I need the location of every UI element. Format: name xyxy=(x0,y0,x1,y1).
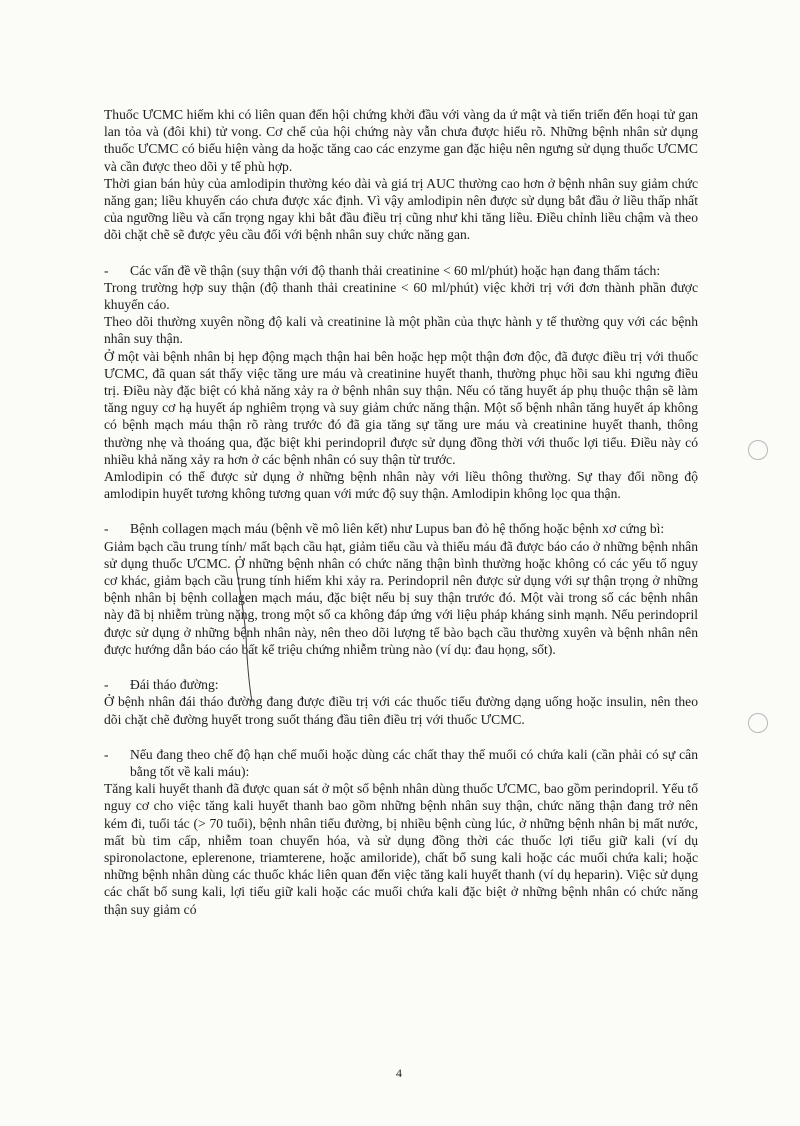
bullet-dash: - xyxy=(104,746,109,762)
bullet-diabetes-text: Đái tháo đường: xyxy=(130,677,219,693)
bullet-collagen-text: Bệnh collagen mạch máu (bệnh về mô liên kết) như Lupus ban đỏ hệ thống hoặc bệnh xơ cứng bì: xyxy=(130,521,665,537)
bullet-dash: - xyxy=(104,677,109,693)
punch-hole xyxy=(748,713,768,733)
bullet-potassium xyxy=(104,746,698,780)
paragraph-renal-initiation: Trong trường hợp suy thận (độ thanh thải creatinine < 60 ml/phút) việc khởi trị với đơn thành phần được khuyến cáo. xyxy=(104,279,698,313)
punch-hole xyxy=(748,440,768,460)
bullet-diabetes xyxy=(104,676,698,693)
paragraph-hyperkalemia: Tăng kali huyết thanh đã được quan sát ở một số bệnh nhân dùng thuốc ƯCMC, bao gồm perindopril. Yếu tố nguy cơ cho việc tăng kali huyết thanh bao gồm những bệnh nhân suy thận, chức năng thận đang trở nên kém đi, tuổi tác (> 70 tuổi), bệnh nhân tiểu đường, bị nhiều bệnh cùng lúc, ở những bệnh nhân bị mất nước, mất bù tim cấp, nhiễm toan chuyển hóa, và sử dụng đồng thời các thuốc lợi tiểu giữ kali (ví dụ spironolactone, eplerenone, triamterene, hoặc amiloride), chất bổ sung kali hoặc các muối chứa kali; hoặc những bệnh nhân dùng các thuốc khác liên quan đến việc tăng kali huyết thanh (ví dụ heparin). Việc sử dụng các chất bổ sung kali, lợi tiểu giữ kali hoặc các muối chứa kali đặc biệt ở những bệnh nhân có chức năng thận suy giảm có xyxy=(104,781,698,917)
bullet-collagen xyxy=(104,520,698,537)
paragraph-neutropenia: Giảm bạch cầu trung tính/ mất bạch cầu hạt, giảm tiểu cầu và thiếu máu đã được báo cáo ở những bệnh nhân sử dụng thuốc ƯCMC. Ở những bệnh nhân có chức năng thận bình thường hoặc không có các yếu tố nguy cơ khác, giảm bạch cầu trung tính hiếm khi xảy ra. Perindopril nên được sử dụng với sự thận trọng ở những bệnh nhân bị bệnh collagen mạch máu, đặc biệt nếu bị suy thận trước đó. Một vài trong số các bệnh nhân này đã bị nhiễm trùng nặng, trong một số ca không đáp ứng với liệu pháp kháng sinh mạnh. Nếu perindopril được sử dụng ở những bệnh nhân này, nên theo dõi lượng tế bào bạch cầu thường xuyên và bệnh nhân nên được hướng dẫn báo cáo bất kể triệu chứng nhiễm trùng nào (ví dụ: đau họng, sốt). xyxy=(104,538,698,657)
bullet-potassium-text: Nếu đang theo chế độ hạn chế muối hoặc dùng các chất thay thế muối có chứa kali (cần phải có sự cân bằng tốt về kali máu): xyxy=(130,746,698,779)
page-number: 4 xyxy=(396,1066,402,1080)
bullet-dash: - xyxy=(104,521,109,537)
paragraph-amlodipin-renal: Amlodipin có thể được sử dụng ở những bệnh nhân này với liều thông thường. Sự thay đổi nồng độ amlodipin huyết tương không tương quan với mức độ suy thận. Amlodipin không lọc qua thận. xyxy=(104,469,698,502)
document-body xyxy=(104,106,698,918)
paragraph-hepatic-syndrome: Thuốc ƯCMC hiếm khi có liên quan đến hội chứng khởi đầu với vàng da ứ mật và tiến triển đến hoại tử gan lan tỏa và (đôi khi) tử vong. Cơ chế của hội chứng này vẫn chưa được hiểu rõ. Những bệnh nhân sử dụng thuốc ƯCMC có biểu hiện vàng da hoặc tăng cao các enzyme gan đặc hiệu nên ngưng sử dụng thuốc ƯCMC và cần được theo dõi y tế phù hợp. xyxy=(104,107,698,174)
bullet-renal-text: Các vấn đề về thận (suy thận với độ thanh thải creatinine < 60 ml/phút) hoặc hạn đang thẩm tách: xyxy=(130,262,661,278)
bullet-renal xyxy=(104,262,698,279)
bullet-dash: - xyxy=(104,262,109,278)
paragraph-diabetes: Ở bệnh nhân đái tháo đường đang được điều trị với các thuốc tiểu đường dạng uống hoặc insulin, nên theo dõi chặt chẽ đường huyết trong suốt tháng đầu tiên điều trị với thuốc ƯCMC. xyxy=(104,694,698,727)
paragraph-renal-stenosis: Ở một vài bệnh nhân bị hẹp động mạch thận hai bên hoặc hẹp một thận đơn độc, đã được điều trị với thuốc ƯCMC, đã quan sát thấy việc tăng ure máu và creatinine huyết thanh, thường phục hồi sau khi ngưng điều trị. Điều này đặc biệt có khả năng xảy ra ở bệnh nhân suy thận. Nếu có tăng huyết áp phụ thuộc thận sẽ làm tăng nguy cơ hạ huyết áp nghiêm trọng và suy giảm chức năng thận. Một số bệnh nhân tăng huyết áp không có bệnh mạch máu thận rõ ràng trước đó đã gia tăng sự tăng ure máu và creatinine huyết thanh, thông thường nhẹ và thoáng qua, đặc biệt khi perindopril được sử dụng đồng thời với thuốc lợi tiểu. Điều này có nhiều khả năng xảy ra hơn ở các bệnh nhân có suy thận từ trước. xyxy=(104,348,698,467)
paragraph-amlodipin-hepatic: Thời gian bán hủy của amlodipin thường kéo dài và giá trị AUC thường cao hơn ở bệnh nhân suy giảm chức năng gan; liều khuyến cáo chưa được xác định. Vì vậy amlodipin nên được sử dụng bắt đầu ở liều thấp nhất của ngưỡng liều và cẩn trọng ngay khi bắt đầu điều trị cũng như khi tăng liều. Điều chỉnh liều chậm và theo dõi chặt chẽ sẽ được yêu cầu đối với bệnh nhân suy chức năng gan. xyxy=(104,175,698,243)
paragraph-renal-monitoring: Theo dõi thường xuyên nồng độ kali và creatinine là một phần của thực hành y tế thường quy với các bệnh nhân suy thận. xyxy=(104,314,698,347)
